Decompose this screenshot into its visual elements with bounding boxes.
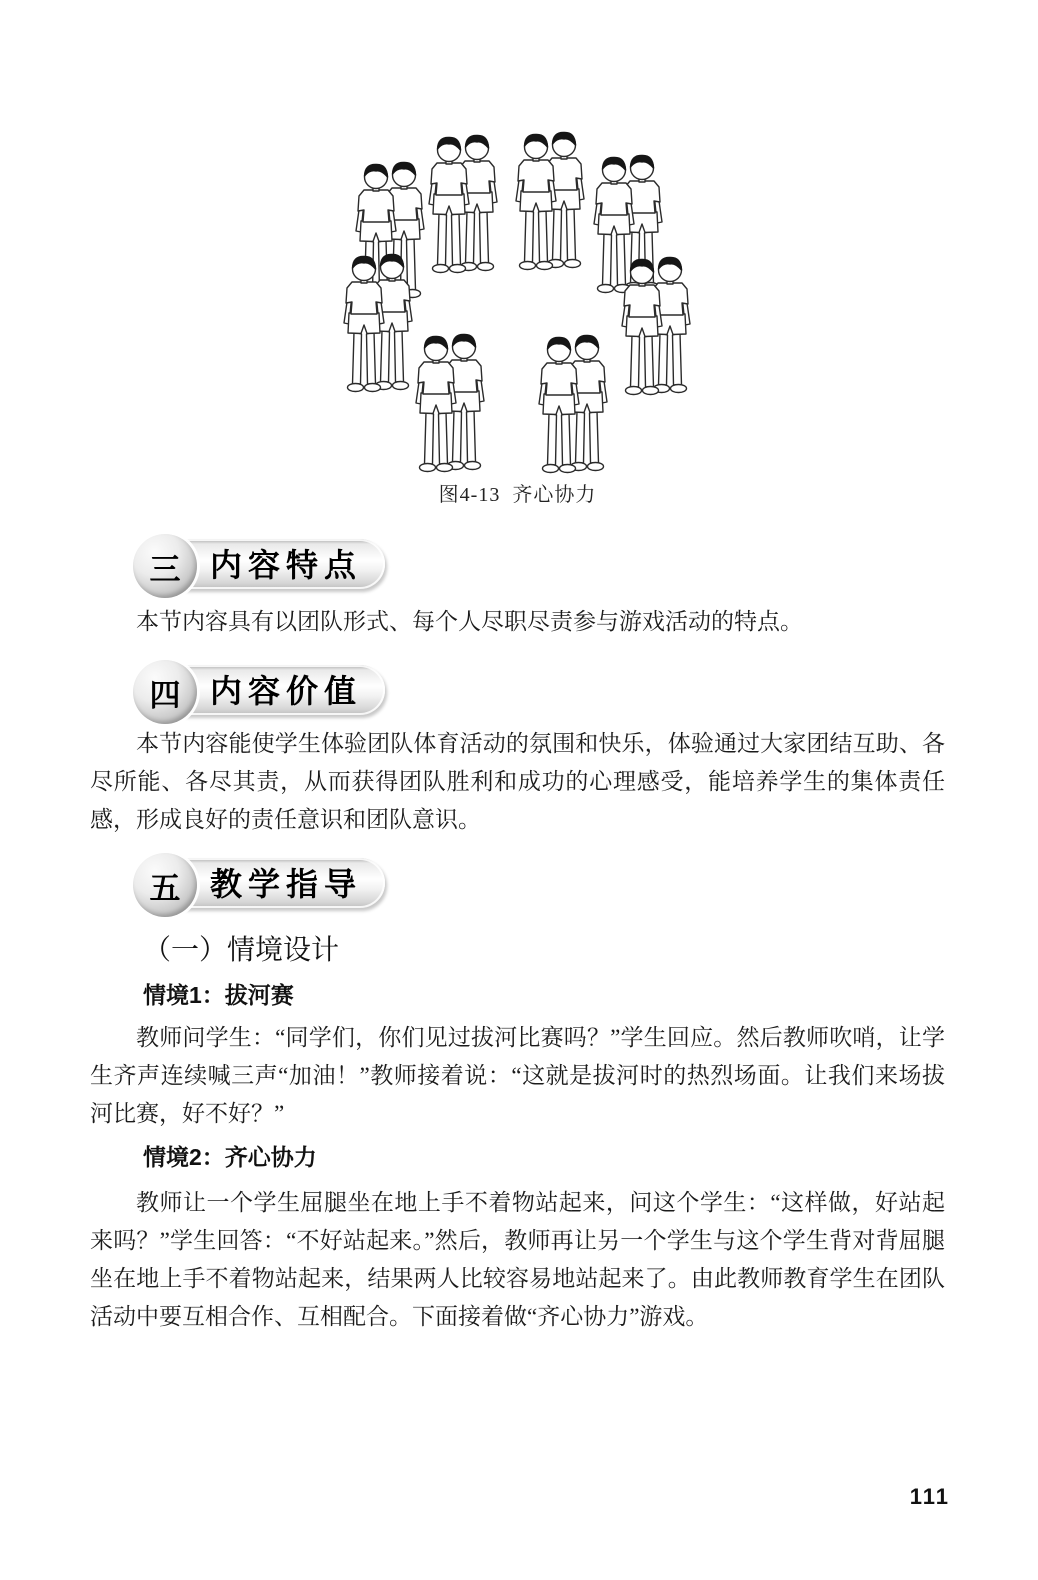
section-title: 内容特点 [210, 547, 363, 583]
page-number: 111 [909, 1484, 950, 1509]
section-badge-content-features [133, 534, 433, 598]
section-number-badge: 四 [133, 660, 197, 724]
section-number-badge: 五 [133, 853, 197, 917]
scenario2-heading: 情境2：齐心协力 [143, 1144, 317, 1170]
scenario1-paragraph: 教师问学生：“同学们，你们见过拔河比赛吗？”学生回应。然后教师吹哨，让学生齐声连续喊三声“加油！”教师接着说：“这就是拔河时的热烈场面。让我们来场拔河比赛，好不好？” [90, 1025, 945, 1126]
figure-caption: 图4-13 齐心协力 [438, 484, 597, 506]
section-title: 教学指导 [210, 866, 363, 902]
content-value-paragraph: 本节内容能使学生体验团队体育活动的氛围和快乐，体验通过大家团结互助、各尽所能、各尽其责，从而获得团队胜利和成功的心理感受，能培养学生的集体责任感，形成良好的责任意识和团队意识。 [90, 731, 945, 832]
scenario1-heading: 情境1：拔河赛 [143, 982, 294, 1008]
children-circle-illustration [303, 128, 733, 480]
section-badge-content-value [133, 660, 433, 724]
page-content [0, 128, 1038, 1336]
subsection-title-situation-design: （一）情境设计 [143, 935, 340, 966]
section-title: 内容价值 [210, 673, 363, 709]
content-features-paragraph: 本节内容具有以团队形式、每个人尽职尽责参与游戏活动的特点。 [136, 609, 803, 634]
figure-block [90, 128, 945, 508]
scenario2-paragraph: 教师让一个学生屈腿坐在地上手不着物站起来，问这个学生：“这样做，好站起来吗？”学生回答：“不好站起来。”然后，教师再让另一个学生与这个学生背对背屈腿坐在地上手不着物站起来，结果两人比较容易地站起来了。由此教师教育学生在团队活动中要互相合作、互相配合。下面接着做“齐心协力”游戏。 [90, 1190, 945, 1329]
section-badge-teaching-guidance [133, 853, 433, 917]
section-number-badge: 三 [133, 534, 197, 598]
